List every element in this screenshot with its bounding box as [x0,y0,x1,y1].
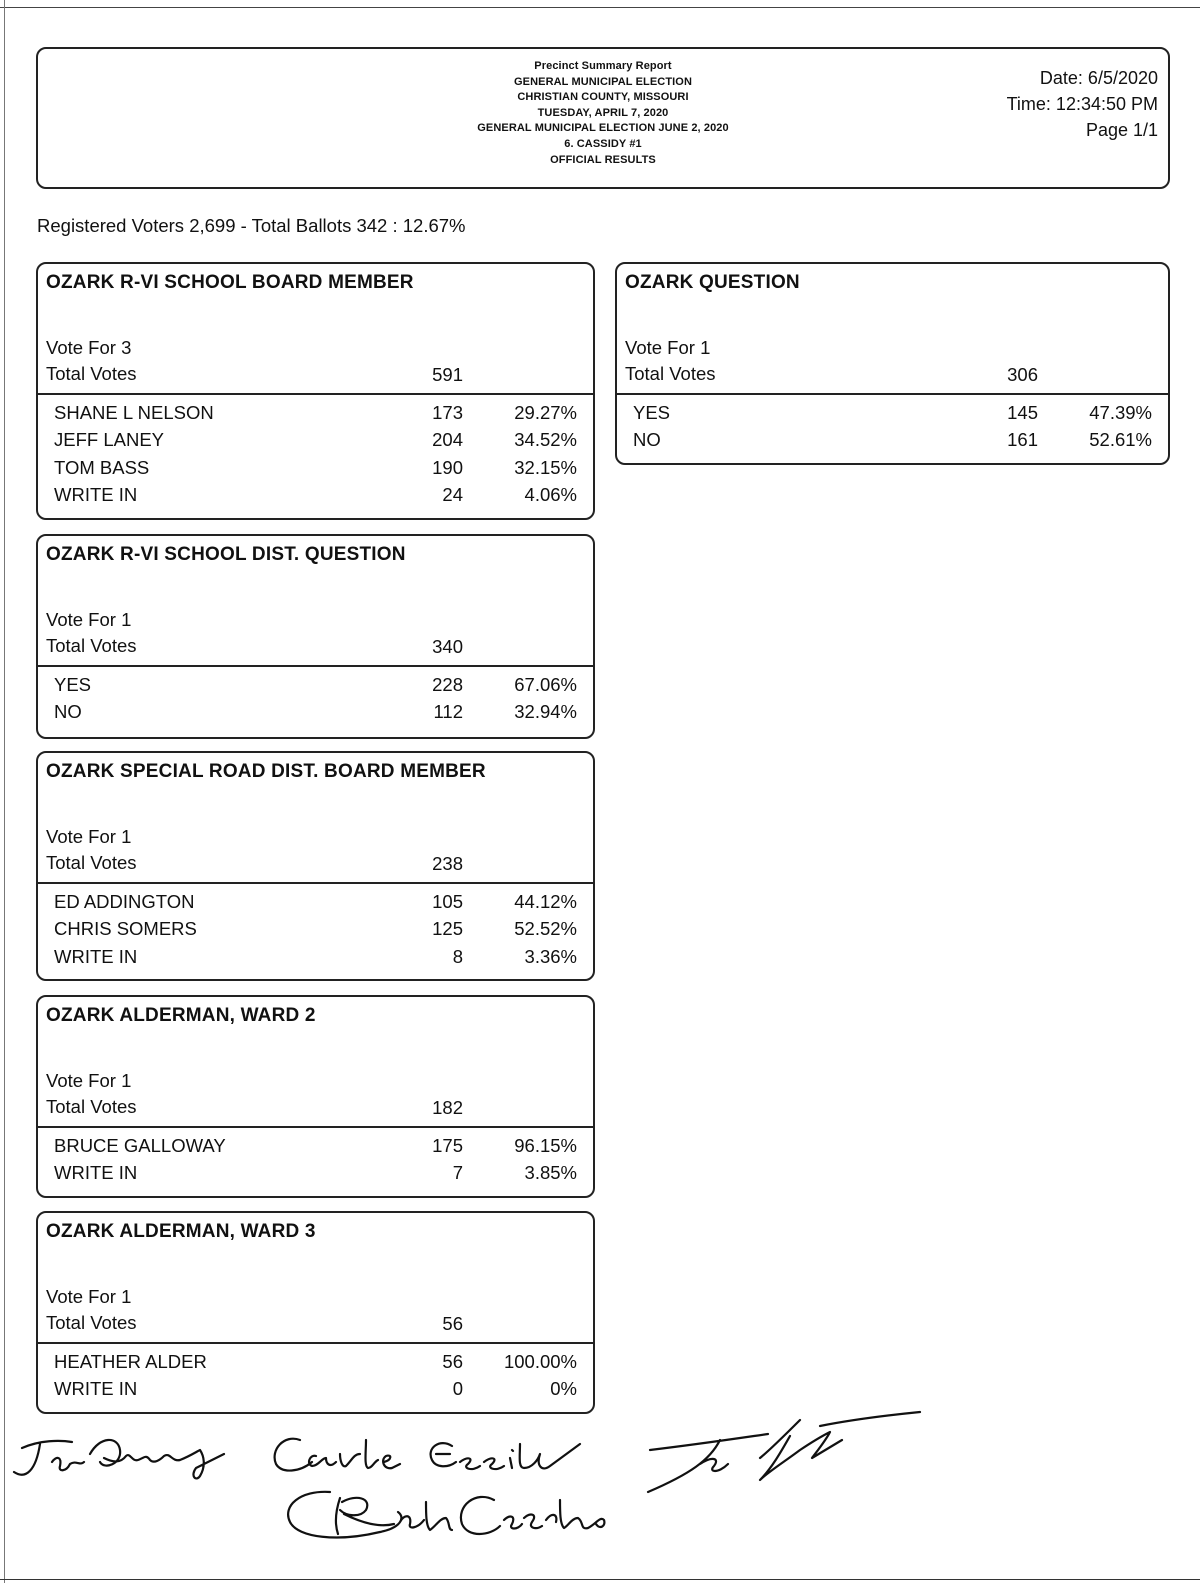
candidate-name: ED ADDINGTON [54,891,195,912]
total-votes-value: 182 [432,1097,463,1118]
race-box [36,262,595,520]
race-divider [38,1126,593,1128]
candidate-name: YES [54,674,92,695]
candidate-row [38,484,593,511]
total-votes-label: Total Votes [46,363,137,384]
race-title: OZARK R-VI SCHOOL BOARD MEMBER [46,272,414,293]
candidate-row [617,402,1168,429]
candidate-percent: 0% [550,1378,577,1400]
total-votes-value: 56 [442,1313,463,1334]
candidate-votes: 190 [432,456,463,478]
candidate-percent: 32.15% [514,456,577,478]
vote-for-label: Vote For 1 [46,1286,132,1307]
candidate-row [38,1378,593,1405]
header-line-election-june: GENERAL MUNICIPAL ELECTION JUNE 2, 2020 [477,122,729,135]
header-title-block [38,59,1168,168]
candidate-name: HEATHER ALDER [54,1351,207,1372]
race-divider [38,1342,593,1344]
header-line-status: OFFICIAL RESULTS [550,153,656,166]
candidate-name: BRUCE GALLOWAY [54,1135,226,1156]
total-votes-label: Total Votes [46,852,137,873]
total-votes-label: Total Votes [625,363,716,384]
report-header [36,47,1170,189]
candidate-row [38,918,593,945]
candidate-row [38,701,593,728]
race-title: OZARK QUESTION [625,272,800,293]
candidate-votes: 0 [452,1378,463,1400]
candidate-votes: 173 [432,402,463,423]
candidate-votes: 175 [432,1135,463,1156]
candidate-percent: 29.27% [514,402,577,423]
candidate-row [38,457,593,484]
candidate-votes: 7 [452,1162,463,1184]
candidate-votes: 24 [442,483,463,505]
bottom-scan-rule [0,1579,1200,1580]
report-page: Page 1/1 [1085,120,1158,140]
candidate-name: WRITE IN [54,1378,138,1400]
candidate-votes: 145 [1007,402,1038,423]
total-votes-value: 238 [432,853,463,874]
candidate-row [38,402,593,429]
header-line-report-type: Precinct Summary Report [534,60,672,72]
race-title: OZARK R-VI SCHOOL DIST. QUESTION [46,544,406,565]
candidate-votes: 204 [432,429,463,451]
candidate-percent: 4.06% [524,483,577,505]
race-box [36,995,595,1198]
candidate-row [617,429,1168,456]
candidate-row [38,891,593,918]
candidate-votes: 8 [452,945,463,967]
candidate-votes: 56 [442,1351,463,1372]
candidate-name: YES [633,402,671,423]
header-line-date: TUESDAY, APRIL 7, 2020 [537,106,669,119]
vote-for-label: Vote For 1 [46,1070,132,1091]
candidate-row [38,1135,593,1162]
candidate-percent: 96.15% [514,1135,577,1156]
candidate-row [38,1162,593,1189]
candidate-name: CHRIS SOMERS [54,918,197,940]
candidate-row [38,674,593,701]
vote-for-label: Vote For 3 [46,337,132,358]
candidate-name: WRITE IN [54,945,138,967]
registered-voters-line: Registered Voters 2,699 - Total Ballots 342 : 12.67% [37,215,466,236]
candidate-name: WRITE IN [54,483,138,505]
candidate-name: NO [54,701,82,723]
candidate-percent: 32.94% [514,701,577,723]
race-box [36,751,595,981]
signatures-image [0,1410,1200,1583]
candidate-percent: 3.85% [524,1162,577,1184]
left-scan-rule [4,0,5,1583]
candidate-percent: 100.00% [503,1351,577,1372]
total-votes-value: 306 [1007,364,1038,385]
candidate-votes: 161 [1007,429,1038,451]
candidate-name: JEFF LANEY [54,429,164,451]
vote-for-label: Vote For 1 [46,826,132,847]
header-line-election: GENERAL MUNICIPAL ELECTION [514,75,692,88]
race-box [36,534,595,739]
total-votes-value: 591 [432,364,463,385]
candidate-percent: 44.12% [514,891,577,912]
total-votes-label: Total Votes [46,635,137,656]
report-date: Date: 6/5/2020 [1039,68,1158,88]
vote-for-label: Vote For 1 [46,609,132,630]
header-line-county: CHRISTIAN COUNTY, MISSOURI [517,91,689,104]
candidate-row [38,1351,593,1378]
total-votes-label: Total Votes [46,1312,137,1333]
candidate-row [38,429,593,456]
race-title: OZARK SPECIAL ROAD DIST. BOARD MEMBER [46,761,486,782]
total-votes-label: Total Votes [46,1096,137,1117]
candidate-percent: 47.39% [1089,402,1152,423]
race-divider [38,393,593,395]
candidate-name: TOM BASS [54,456,150,478]
total-votes-value: 340 [432,636,463,657]
candidate-votes: 112 [433,701,463,723]
candidate-votes: 125 [432,918,463,940]
candidate-row [38,946,593,973]
candidate-percent: 52.61% [1089,429,1152,451]
header-line-precinct: 6. CASSIDY #1 [564,137,642,150]
report-time: Time: 12:34:50 PM [1006,94,1158,114]
race-title: OZARK ALDERMAN, WARD 2 [46,1005,316,1026]
candidate-percent: 34.52% [514,429,577,451]
candidate-votes: 228 [432,674,463,695]
top-scan-rule [0,7,1200,8]
race-box [36,1211,595,1414]
candidate-votes: 105 [432,891,463,912]
race-divider [38,882,593,884]
race-box [615,262,1170,465]
candidate-name: NO [633,429,661,451]
race-title: OZARK ALDERMAN, WARD 3 [46,1221,316,1242]
header-meta [1007,65,1158,143]
candidate-percent: 3.36% [524,945,577,967]
candidate-name: SHANE L NELSON [54,402,214,423]
race-divider [38,665,593,667]
candidate-name: WRITE IN [54,1162,138,1184]
vote-for-label: Vote For 1 [625,337,711,358]
race-divider [617,393,1168,395]
candidate-percent: 67.06% [514,674,577,695]
candidate-percent: 52.52% [514,918,577,940]
